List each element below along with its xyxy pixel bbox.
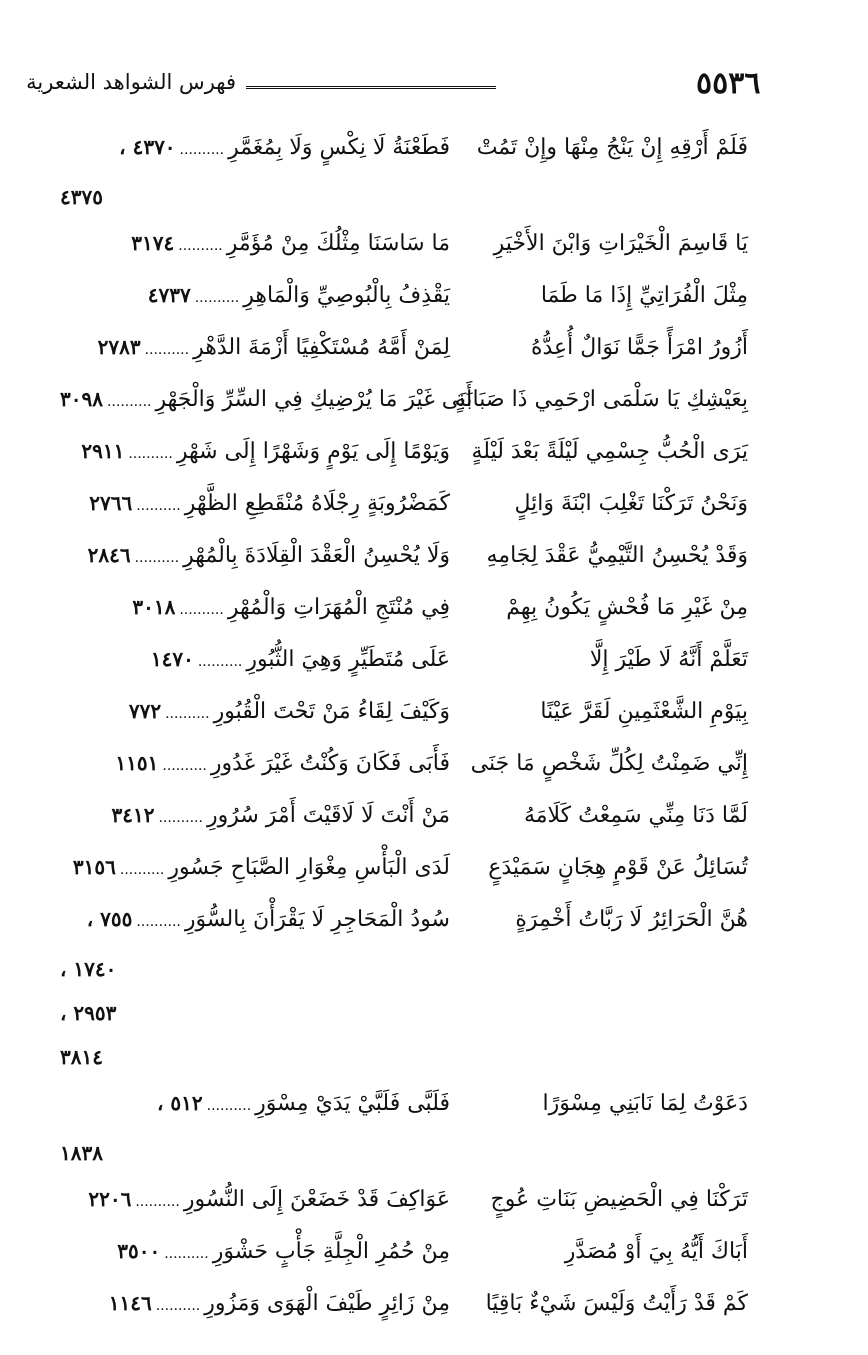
leader-dots: ..........: [179, 602, 224, 618]
verse-entry: [0, 273, 868, 325]
second-hemistich: عَوَاكِفَ قَدْ خَضَعْنَ إِلَى النُّسُورِ: [183, 1187, 450, 1212]
header-rule: [246, 86, 496, 89]
second-hemistich: مَا سَاسَنَا مِثْلُكَ مِنْ مُؤَمَّرِ: [226, 231, 450, 256]
second-hemistich: مِنْ حُمُرِ الْجِلَّةِ جَأْبٍ حَشْوَرِ: [212, 1239, 450, 1264]
verse-entry: [0, 741, 868, 793]
reference-number: ٣١٧٤: [131, 231, 175, 255]
reference-number: ٤٣٧٠ ،: [119, 135, 176, 159]
leader-dots: ..........: [165, 706, 210, 722]
first-hemistich: يَا قَاسِمَ الْخَيْرَاتِ وَابْنَ الأَخْيَرِ: [493, 231, 748, 256]
reference-number: ٣٤١٢: [111, 803, 155, 827]
second-hemistich-line: [60, 387, 473, 412]
reference-number: ١٤٧٠: [150, 647, 194, 671]
reference-number: ١١٥١: [115, 751, 159, 775]
leader-dots: ..........: [136, 498, 181, 514]
second-hemistich-line: [60, 283, 450, 308]
reference-number: ١٨٣٨: [60, 1141, 103, 1165]
verse-entry: [0, 1177, 868, 1229]
leader-dots: ..........: [178, 238, 223, 254]
second-hemistich-line: [60, 803, 450, 828]
verse-entry: [0, 845, 868, 897]
leader-dots: ..........: [162, 758, 207, 774]
second-hemistich-line: [60, 907, 450, 932]
verse-entry: [0, 993, 868, 1037]
second-hemistich: مَنْ أَنْتَ لَا لَاقَيْتَ أَمْرَ سُرُورِ: [206, 803, 450, 828]
first-hemistich: تَرَكْنَا فِي الْحَضِيضِ بَنَاتِ عُوجٍ: [490, 1187, 748, 1212]
reference-number: ٢٩٥٣ ،: [60, 1001, 117, 1025]
verse-entry: [0, 481, 868, 533]
second-hemistich-line: [60, 1239, 450, 1264]
second-hemistich: أَبَى غَيْرَ مَا يُرْضِيكِ فِي السِّرِّ وَالْجَهْرِ: [155, 387, 473, 412]
reference-number: ٣٨١٤: [60, 1045, 103, 1069]
reference-number: ٢٢٠٦: [88, 1187, 132, 1211]
first-hemistich: بِيَوْمِ الشَّعْثَمِينِ لَقَرَّ عَيْنًا: [540, 699, 748, 724]
first-hemistich: بِعَيْشِكِ يَا سَلْمَى ارْحَمِي ذَا صَبَابَةٍ: [454, 387, 748, 412]
leader-dots: ..........: [106, 394, 152, 410]
second-hemistich-line: [60, 647, 450, 672]
leader-dots: ..........: [144, 342, 190, 358]
second-hemistich-line: [60, 439, 450, 464]
verse-entry: [0, 429, 868, 481]
second-hemistich-line: [60, 543, 450, 568]
verse-entry: [0, 325, 868, 377]
page-number: ٥٥٣٦: [696, 66, 761, 101]
leader-dots: ..........: [134, 550, 180, 566]
second-hemistich-line: [60, 491, 450, 516]
first-hemistich: دَعَوْتُ لِمَا نَابَنِي مِسْوَرًا: [542, 1091, 748, 1116]
second-hemistich: وَيَوْمًا إِلَى يَوْمٍ وَشَهْرًا إِلَى شَهْرِ: [176, 439, 450, 464]
reference-number: ٤٣٧٥: [60, 185, 103, 209]
first-hemistich: يَرَى الْحُبُّ جِسْمِي لَيْلَةً بَعْدَ لَيْلَةٍ: [471, 439, 748, 464]
leader-dots: ..........: [136, 914, 181, 930]
second-hemistich-line: [60, 1091, 450, 1116]
verse-entry: [0, 637, 868, 689]
second-hemistich-line: [60, 335, 450, 360]
reference-number: ١٧٤٠ ،: [60, 957, 117, 981]
first-hemistich: لَمَّا دَنَا مِنِّي سَمِعْتُ كَلَامَهُ: [523, 803, 748, 828]
reference-number: ٢٧٨٣: [97, 335, 141, 359]
second-hemistich-line: [60, 1291, 450, 1316]
second-hemistich: لِمَنْ أَمَّهُ مُسْتَكْفِيًا أَزْمَةَ الدَّهْرِ: [193, 335, 450, 360]
first-hemistich: مِنْ غَيْرِ مَا فُحْشٍ يَكُونُ بِهِمْ: [506, 595, 748, 620]
reference-number: ٢٧٦٦: [89, 491, 133, 515]
verse-entry: [0, 1133, 868, 1177]
verse-entry: [0, 177, 868, 221]
reference-number: ٣٠٩٨: [60, 387, 103, 411]
second-hemistich: وَلَا يُحْسِنُ الْعَقْدَ الْقِلَادَةَ بِالْمُهْرِ: [183, 543, 450, 568]
verse-entry: [0, 533, 868, 585]
first-hemistich: وَنَحْنُ تَرَكْنَا تَغْلِبَ ابْنَةَ وَائِلٍ: [514, 491, 748, 516]
second-hemistich: فَأَبَى فَكَانَ وَكُنْتُ غَيْرَ غَدُورِ: [210, 751, 450, 776]
verse-entry: [0, 1229, 868, 1281]
leader-dots: ..........: [155, 1298, 201, 1314]
verse-entry: [0, 1037, 868, 1081]
second-hemistich: سُودُ الْمَحَاجِرِ لَا يَقْرَأْنَ بِالسُّوَرِ: [184, 907, 450, 932]
first-hemistich: تَعَلَّمْ أَنَّهُ لَا طَيْرَ إِلَّا: [589, 647, 748, 672]
second-hemistich: فِي مُنْتَجِ الْمُهَرَاتِ وَالْمُهْرِ: [227, 595, 450, 620]
verse-entry: [0, 897, 868, 949]
leader-dots: ..........: [197, 654, 243, 670]
second-hemistich: عَلَى مُتَطَيِّرٍ وَهِيَ الثُّبُورِ: [246, 647, 450, 672]
first-hemistich: هُنَّ الْحَرَائِرُ لَا رَبَّاتُ أَخْمِرَةٍ: [515, 907, 748, 932]
reference-number: ٢٩١١: [81, 439, 125, 463]
first-hemistich: وَقَدْ يُحْسِنُ التَّيْمِيُّ عَقْدَ لِجَامِهِ: [486, 543, 748, 568]
page-header: [26, 62, 761, 110]
reference-number: ٣١٥٦: [72, 855, 116, 879]
second-hemistich-line: [60, 699, 450, 724]
first-hemistich: أَبَاكَ أَيُّهُ بِيَ أَوْ مُصَدَّرِ: [564, 1239, 748, 1264]
reference-number: ٣٥٠٠: [117, 1239, 161, 1263]
verse-entry: [0, 1281, 868, 1333]
leader-dots: ..........: [164, 1246, 209, 1262]
verse-entry: [0, 377, 868, 429]
reference-number: ٥١٢ ،: [157, 1091, 203, 1115]
verse-entry: [0, 221, 868, 273]
verse-entry: [0, 689, 868, 741]
verse-entry: [0, 585, 868, 637]
leader-dots: ..........: [179, 142, 225, 158]
leader-dots: ..........: [119, 862, 165, 878]
first-hemistich: مِثْلَ الْفُرَاتِيِّ إِذَا مَا طَمَا: [540, 283, 748, 308]
reference-number: ٤٧٣٧: [147, 283, 191, 307]
leader-dots: ..........: [206, 1098, 252, 1114]
second-hemistich-line: [60, 855, 450, 880]
verse-entry: [0, 1081, 868, 1133]
second-hemistich: كَمَضْرُوبَةٍ رِجْلَاهُ مُنْقَطِعِ الظَّهْرِ: [184, 491, 450, 516]
leader-dots: ..........: [194, 290, 240, 306]
first-hemistich: كَمْ قَدْ رَأَيْتُ وَلَيْسَ شَيْءٌ بَاقِيًا: [485, 1291, 748, 1316]
second-hemistich-line: [60, 751, 450, 776]
leader-dots: ..........: [135, 1194, 180, 1210]
verse-index: [0, 125, 868, 1333]
verse-entry: [0, 949, 868, 993]
second-hemistich: فَلَبَّى فَلَبَّيْ يَدَيْ مِسْوَرِ: [255, 1091, 450, 1116]
second-hemistich-line: [60, 1187, 450, 1212]
first-hemistich: إِنِّي ضَمِنْتُ لِكُلِّ شَخْصٍ مَا جَنَى: [470, 751, 748, 776]
first-hemistich: أَزُورُ امْرَأً جَمًّا نَوَالٌ أُعِدُّهُ: [530, 335, 748, 360]
reference-number: ٧٥٥ ،: [86, 907, 133, 931]
second-hemistich: يَقْذِفُ بِالْبُوصِيِّ وَالْمَاهِرِ: [243, 283, 450, 308]
first-hemistich: تُسَائِلُ عَنْ قَوْمٍ هِجَانٍ سَمَيْدَعٍ: [488, 855, 748, 880]
verse-entry: [0, 793, 868, 845]
reference-number: ٢٨٤٦: [87, 543, 131, 567]
second-hemistich-line: [60, 595, 450, 620]
leader-dots: ..........: [128, 446, 173, 462]
second-hemistich: لَدَى الْبَأْسِ مِغْوَارِ الصَّبَاحِ جَسُورِ: [168, 855, 450, 880]
leader-dots: ..........: [158, 810, 203, 826]
reference-number: ٧٧٢: [128, 699, 162, 723]
reference-number: ٣٠١٨: [132, 595, 176, 619]
second-hemistich-line: [60, 135, 450, 160]
second-hemistich-line: [60, 231, 450, 256]
verse-entry: [0, 125, 868, 177]
first-hemistich: فَلَمْ أَرْقِهِ إِنْ يَنْجُ مِنْهَا وإِنْ تَمُتْ: [476, 135, 748, 160]
reference-number: ١١٤٦: [108, 1291, 152, 1315]
page-title: فهرس الشواهد الشعرية: [26, 70, 236, 94]
second-hemistich: وَكَيْفَ لِقَاءُ مَنْ تَحْتَ الْقُبُورِ: [213, 699, 450, 724]
second-hemistich: فَطَعْنَةُ لَا نِكْسٍ وَلَا بِمُغَمَّرِ: [228, 135, 450, 160]
second-hemistich: مِنْ زَائِرٍ طَيْفَ الْهَوَى وَمَزُورِ: [204, 1291, 450, 1316]
